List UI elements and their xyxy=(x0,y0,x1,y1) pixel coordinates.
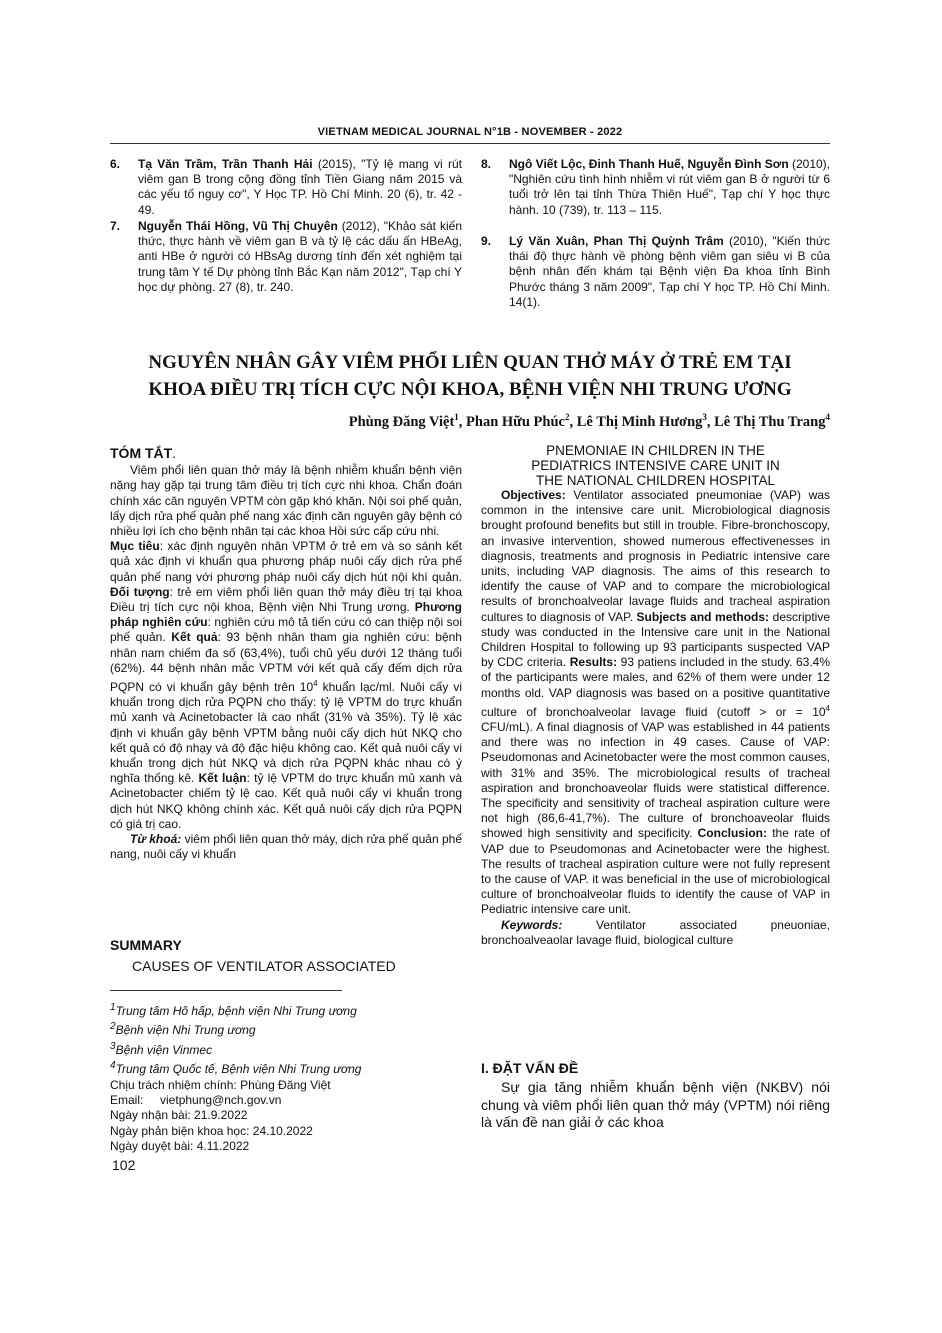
methods-label: Phương pháp nghiên cứu xyxy=(110,600,462,630)
results-text: : 93 bệnh nhân tham gia nghiên cứu: bệnh nhân nam chiếm đa số (63,4%), tuổi chủ yếu dưới 12 tháng tuổi (62%). 44 bệnh nhân mắc VPTM với kết quả cấy đếm dịch rửa PQPN có vi khuẩn gây bệnh trên 10 xyxy=(110,630,462,695)
conclusion-text: : tỷ lệ VPTM do trực khuẩn mủ xanh và Acinetobacter chiếm tỷ lệ cao. Kết quả nuôi cấy vi khuẩn trong dịch hút NKQ không chính xác. Kết quả nuôi cấy dịch rửa PQPN có giá trị cao. xyxy=(110,771,462,831)
abstract-body xyxy=(110,539,462,832)
reference-7 xyxy=(110,219,462,295)
reference-9 xyxy=(481,234,830,310)
subjects-methods-label: Subjects and methods: xyxy=(636,609,770,624)
summary-heading: SUMMARY xyxy=(110,937,182,953)
affiliation-text: Trung tâm Quốc tế, Bệnh viện Nhi Trung ương xyxy=(115,1062,362,1077)
reference-number: 7. xyxy=(110,219,121,233)
reference-number: 8. xyxy=(481,157,492,171)
affiliation-3 xyxy=(110,1039,462,1058)
summary-title-line: PEDIATRICS INTENSIVE CARE UNIT IN xyxy=(531,458,780,473)
intro-paragraph: Sự gia tăng nhiễm khuẩn bệnh viện (NKBV) nói chung và viêm phổi liên quan thở máy (VPTM) nói riêng là vấn đề nan giải ở các khoa xyxy=(481,1079,830,1130)
email-address: vietphung@nch.gov.vn xyxy=(160,1093,282,1108)
abstract-keywords xyxy=(110,832,462,862)
reference-6 xyxy=(110,157,462,218)
objectives-text: Ventilator associated pneumoniae (VAP) was common in the intensive care unit. Microbiological diagnosis brought profound benefits but still in trouble. Fibre-bronchoscopy, an invasive intervention, showed numerous effectivenesses in diagnosis, treatments and prognosis in Pediatric intensive care units, including VAP diagnosis. The aims of this research to identify the cause of VAP and to compare the microbiological results of bronchoalveolar lavage fluids and tracheal aspiration cultures to diagnosis of VAP. xyxy=(481,488,830,624)
author-affiliation: 1 xyxy=(454,412,459,422)
affiliation-1 xyxy=(110,1000,462,1019)
author-separator: , xyxy=(569,413,577,430)
affiliation-text: Trung tâm Hô hấp, bệnh viện Nhi Trung ương xyxy=(115,1004,357,1018)
affiliation-text: Bệnh viện Vinmec xyxy=(115,1042,213,1057)
affiliation-text: Bệnh viện Nhi Trung ương xyxy=(115,1023,256,1038)
reference-8 xyxy=(481,157,830,218)
review-date: Ngày phản biện khoa học: 24.10.2022 xyxy=(110,1123,313,1138)
subjects-text: : trẻ em viêm phổi liên quan thở máy điều trị tại khoa Điều trị tích cực nội khoa, Bệnh viện Nhi Trung ương. xyxy=(110,584,463,615)
received-date: Ngày nhận bài: 21.9.2022 xyxy=(110,1108,248,1123)
corresponding-author: Chịu trách nhiệm chính: Phùng Đăng Việt xyxy=(110,1077,331,1092)
objective-text: : xác định nguyên nhân VPTM ở trẻ em và so sánh kết quả xác định vi khuẩn qua phương pháp nuôi cấy dịch rửa phế quản phế nang với phương pháp nuôi cấy dịch hút nội khí quản. xyxy=(110,539,462,584)
article-title-line: NGUYÊN NHÂN GÂY VIÊM PHỔI LIÊN QUAN THỞ MÁY Ở TRẺ EM TẠI xyxy=(148,352,792,373)
objective-label: Mục tiêu xyxy=(110,539,160,554)
keywords-label: Từ khoá: xyxy=(130,832,182,847)
summary-body xyxy=(481,488,830,918)
article-title xyxy=(110,349,830,403)
author-separator: , xyxy=(458,413,467,430)
approval-date: Ngày duyệt bài: 4.11.2022 xyxy=(110,1139,250,1154)
journal-header: VIETNAM MEDICAL JOURNAL N°1B - NOVEMBER - 2022 xyxy=(317,126,623,138)
methods-text: : nghiên cứu mô tả tiến cứu có can thiệp nội soi phế quản. xyxy=(110,615,462,645)
page-number: 102 xyxy=(112,1157,136,1173)
results-label: Results: xyxy=(569,655,618,670)
results-superscript: 4 xyxy=(825,703,830,713)
header-rule xyxy=(110,143,830,144)
email-line xyxy=(110,1093,462,1108)
abstract-heading xyxy=(110,446,462,461)
summary-title-line: PNEMONIAE IN CHILDREN IN THE xyxy=(546,443,765,458)
abstract-intro: Viêm phổi liên quan thở máy là bệnh nhiễm khuẩn bệnh viện nặng hay gặp tại trung tâm điều trị tích cực nhi khoa. Chẩn đoán chính xác căn nguyên VPTM còn gặp khó khăn. Nội soi phế quản, lấy dịch rửa phế quản phế nang xác định căn nguyên gây bệnh có nhiều lợi ích cho bệnh nhân tại các khoa Hồi sức cấp cứu nhi. xyxy=(110,463,462,539)
affiliation-sup: 1 xyxy=(110,1002,116,1013)
results-label: Kết quả xyxy=(171,630,218,645)
reference-authors: Lý Văn Xuân, Phan Thị Quỳnh Trâm xyxy=(509,234,724,248)
conclusion-text: the rate of VAP due to Pseudomonas and Acinetobacter were the highest. The results of tracheal aspiration culture were not fully represent to the cause of VAP. it was beneficial in the use of microbiological culture of bronchoalveolar fluids to identify the cause of VAP in Pediatric intensive care unit. xyxy=(481,826,830,917)
author-affiliation: 3 xyxy=(702,412,707,422)
summary-title-start: CAUSES OF VENTILATOR ASSOCIATED xyxy=(132,958,396,974)
affiliation-sup: 3 xyxy=(110,1040,116,1052)
author-list xyxy=(110,412,830,431)
reference-text: (2012), "Khảo sát kiến thức, thực hành về viêm gan B và tỷ lệ các dấu ấn HBeAg, anti HBe ở người có HBsAg dương tính đến xét nghiệm tại trung tâm Y tế Dự phòng tỉnh Bắc Kạn năm 2012", Tạp chí Y học dự phòng. 27 (8), tr. 240. xyxy=(138,219,462,294)
author-name: Phan Hữu Phúc xyxy=(466,413,565,430)
results-text-cont: CFU/mL). A final diagnosis of VAP was established in 44 patients and there was no infection in 49 cases. Cause of VAP: Pseudomonas and Acinetobacter were the most common causes, with 31% and 35%. The microbiological results of tracheal aspiration and bronchoaveolar fluids were statistical difference. The specificity and sensitivity of tracheal aspiration culture were not high (86,6-41,7%). The culture of bronchoaveolar fluids showed high sensitivity and specificity. xyxy=(481,720,830,841)
author-name: Lê Thị Thu Trang xyxy=(714,413,826,430)
reference-authors: Nguyễn Thái Hồng, Vũ Thị Chuyên xyxy=(138,219,338,233)
affiliation-sup: 2 xyxy=(110,1021,116,1033)
reference-number: 9. xyxy=(481,234,492,248)
reference-authors: Ngô Viết Lộc, Đinh Thanh Huế, Nguyễn Đình Sơn xyxy=(509,157,789,171)
summary-title-line: THE NATIONAL CHILDREN HOSPITAL xyxy=(535,473,776,488)
subjects-label: Đối tượng xyxy=(110,584,170,599)
conclusion-label: Kết luận xyxy=(198,771,247,786)
affiliation-4 xyxy=(110,1058,462,1077)
results-superscript: 4 xyxy=(313,679,318,689)
abstract-heading-text: TÓM TẮT xyxy=(110,445,173,461)
intro-section xyxy=(481,1079,830,1132)
vietnamese-abstract xyxy=(110,446,462,862)
summary-title-continued xyxy=(481,443,830,488)
subjects-methods-text: descriptive study was conducted in the Intensive care unit in the National Children Hospital to following up 93 participants suspected VAP by CDC criteria. xyxy=(481,609,830,670)
summary-keywords xyxy=(481,918,830,948)
keywords-label: Keywords: xyxy=(501,917,563,932)
affiliation-sup: 4 xyxy=(110,1060,116,1072)
english-summary xyxy=(481,443,830,948)
abstract-heading-dot: . xyxy=(172,445,177,461)
reference-text: (2015), "Tỷ lệ mang vi rút viêm gan B trong cộng đồng tỉnh Tiền Giang năm 2015 và các yếu tố nguy cơ", Y Học TP. Hồ Chí Minh. 20 (6), tr. 42 - 49. xyxy=(138,157,462,217)
keywords-text: Ventilator associated pneuoniae, bronchoalveaolar lavage fluid, biological culture xyxy=(481,917,830,947)
affiliation-2 xyxy=(110,1019,462,1038)
footnotes xyxy=(110,1000,462,1155)
reference-authors: Tạ Văn Trầm, Trần Thanh Hải xyxy=(138,157,313,171)
author-separator: , xyxy=(706,413,715,430)
author-name: Phùng Đăng Việt xyxy=(348,413,455,430)
conclusion-label: Conclusion: xyxy=(697,826,767,841)
article-title-line: KHOA ĐIỀU TRỊ TÍCH CỰC NỘI KHOA, BỆNH VIỆN NHI TRUNG ƯƠNG xyxy=(148,379,792,400)
author-affiliation: 4 xyxy=(825,412,830,422)
reference-number: 6. xyxy=(110,157,121,171)
author-affiliation: 2 xyxy=(564,412,570,422)
reference-text: (2010), "Kiến thức thái độ thực hành về phòng bệnh viêm gan siêu vi B của bệnh nhân đến khám tại Bệnh viện Đa khoa tỉnh Bình Phước tháng 3 năm 2009", Tạp chí Y học TP. Hồ Chí Minh. 14(1). xyxy=(509,234,830,309)
intro-heading: I. ĐẶT VẤN ĐỀ xyxy=(481,1060,579,1076)
author-name: Lê Thị Minh Hương xyxy=(576,413,703,430)
objectives-label: Objectives: xyxy=(501,488,566,502)
keywords-text: viêm phổi liên quan thở máy, dịch rửa phế quản phế nang, nuôi cấy vi khuẩn xyxy=(110,832,462,862)
results-text-cont: khuẩn lạc/ml. Nuôi cấy vi khuẩn trong dịch rửa PQPN cho thấy: tỷ lệ VPTM do trực khuẩn mủ xanh và Acinetobacter là cao nhất (31% và 35%). Tỷ lệ xác định vi khuẩn gây bệnh VPTM bằng nuôi cấy dịch hút NKQ cho kết quả có độ nhạy và độ đặc hiệu không cao. Kết quả nuôi cấy vi khuẩn trong dịch hút NKQ và dịch rửa PQPN khác nhau có ý nghĩa thống kê. xyxy=(110,680,462,786)
footnote-rule xyxy=(110,990,342,991)
results-text: 93 patiens included in the study. 63.4% of the participants were males, and 62% of them were under 12 months old. VAP diagnosis was based on a positive quantitative culture of bronchoalveolar lavage fluid (cutoff > or = 10 xyxy=(481,655,830,719)
reference-text: (2010), "Nghiên cứu tình hình nhiễm vi rút viêm gan B ở người từ 6 tuổi trở lên tại tỉnh Thừa Thiên Huế", Tạp chí Y học thực hành. 10 (739), tr. 113 – 115. xyxy=(509,157,831,217)
email-label: Email: xyxy=(110,1093,144,1108)
